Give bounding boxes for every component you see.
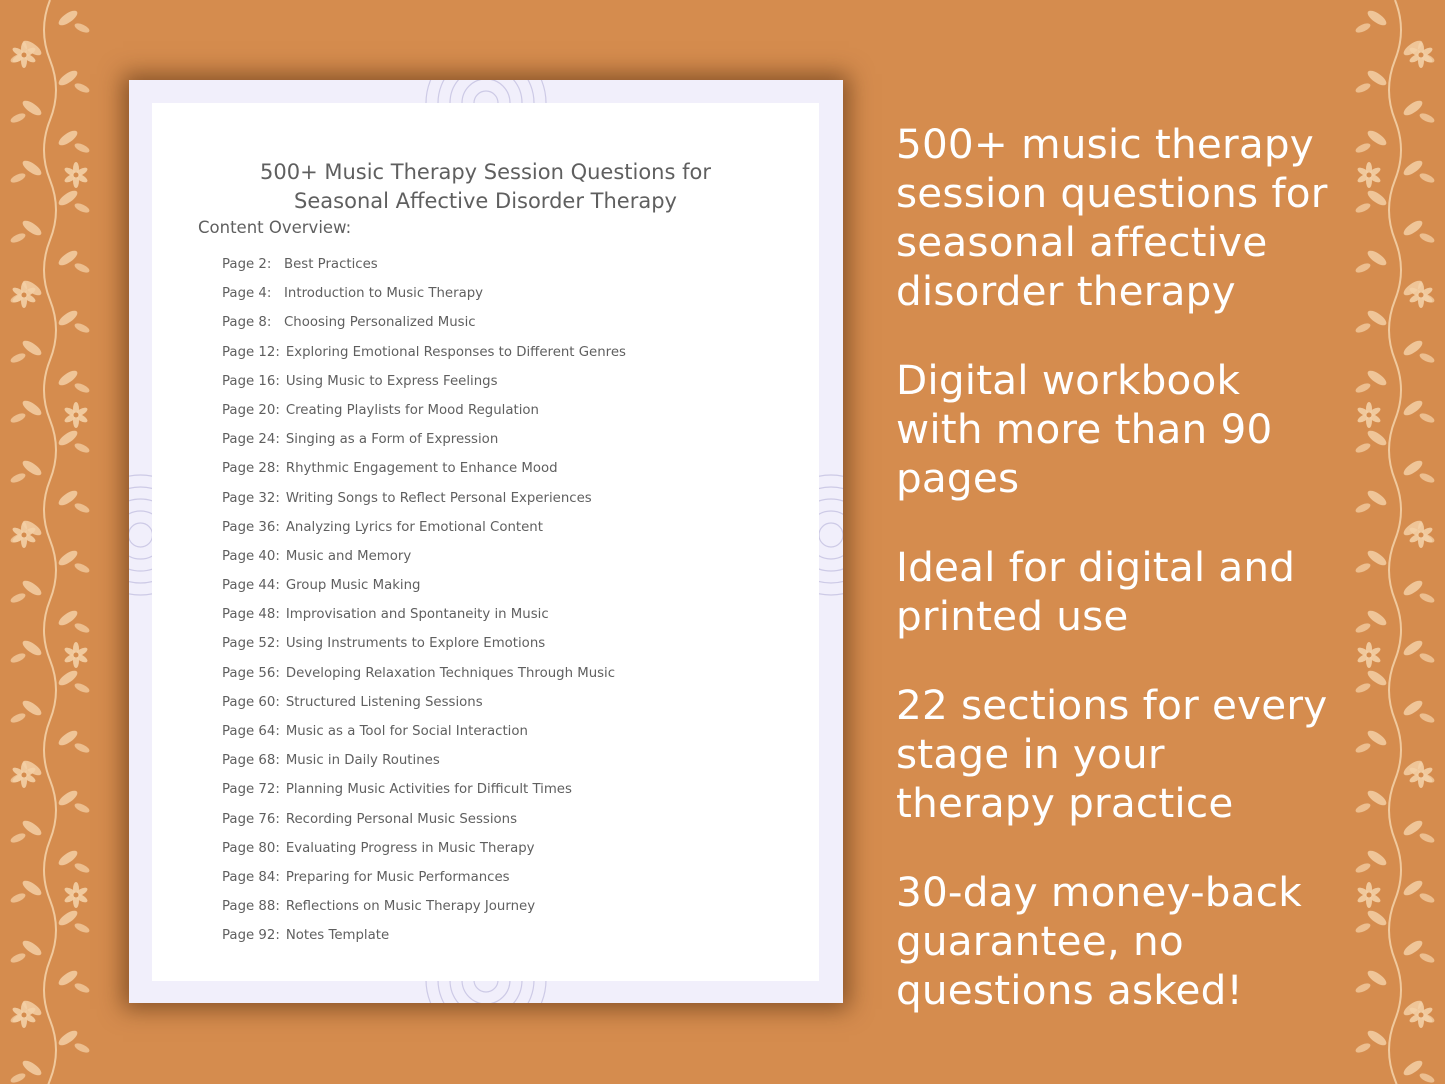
flower-icon xyxy=(63,882,89,908)
leaf-icon xyxy=(1418,171,1435,184)
toc-item xyxy=(222,808,626,837)
leaf-icon xyxy=(1354,561,1371,574)
flower-icon xyxy=(63,642,89,668)
toc-section-title: Group Music Making xyxy=(285,578,421,594)
toc-page-number: Page 44: xyxy=(222,578,280,594)
toc-item xyxy=(222,428,626,457)
content-sheet xyxy=(152,103,819,981)
toc-page-number: Page 2: xyxy=(222,257,272,272)
toc-page-number: Page 68: xyxy=(222,753,280,769)
leaf-icon xyxy=(1354,201,1371,214)
toc-page-number: Page 56: xyxy=(222,665,280,681)
mandala-ring xyxy=(129,475,152,595)
feature-text: 22 sections for every stage in your therapy practice xyxy=(896,681,1328,827)
leaf-icon xyxy=(1354,141,1371,154)
mandala-ring xyxy=(129,523,152,547)
table-of-contents xyxy=(222,253,626,954)
leaf-icon xyxy=(73,201,90,214)
toc-section-title: Reflections on Music Therapy Journey xyxy=(285,899,536,915)
leaf-icon xyxy=(1418,1071,1435,1084)
toc-item xyxy=(222,545,626,574)
leaf-icon xyxy=(73,261,90,274)
leaf-icon xyxy=(9,411,26,424)
mandala-ring xyxy=(819,523,843,547)
leaf-icon xyxy=(9,471,26,484)
toc-page-number: Page 12: xyxy=(222,344,280,360)
leaf-icon xyxy=(9,951,26,964)
leaf-icon xyxy=(1354,681,1371,694)
mandala-ring xyxy=(129,499,152,571)
document-title-line-1: 500+ Music Therapy Session Questions for xyxy=(260,160,711,184)
toc-section-title: Analyzing Lyrics for Emotional Content xyxy=(285,519,543,535)
toc-page-number: Page 72: xyxy=(222,782,280,798)
toc-section-title: Creating Playlists for Mood Regulation xyxy=(285,402,539,418)
leaf-icon xyxy=(73,441,90,454)
toc-section-title: Best Practices xyxy=(284,257,378,272)
toc-page-number: Page 52: xyxy=(222,636,280,652)
toc-section-title: Recording Personal Music Sessions xyxy=(285,811,518,827)
toc-item xyxy=(222,516,626,545)
leaf-icon xyxy=(9,231,26,244)
toc-item xyxy=(222,749,626,778)
leaf-icon xyxy=(73,861,90,874)
toc-section-title: Improvisation and Spontaneity in Music xyxy=(285,607,549,623)
toc-item xyxy=(222,399,626,428)
toc-page-number: Page 92: xyxy=(222,928,280,944)
leaf-icon xyxy=(1354,261,1371,274)
leaf-icon xyxy=(73,681,90,694)
leaf-icon xyxy=(1354,321,1371,334)
toc-item xyxy=(222,457,626,486)
feature-text: 500+ music therapy session questions for seasonal affective disorder therapy xyxy=(896,120,1328,315)
toc-section-title: Music and Memory xyxy=(285,548,412,564)
toc-section-title: Music in Daily Routines xyxy=(285,753,440,769)
flower-icon xyxy=(1356,642,1382,668)
toc-item xyxy=(222,720,626,749)
leaf-icon xyxy=(1354,1041,1371,1054)
mandala-top-ornament xyxy=(376,80,596,103)
leaf-icon xyxy=(9,591,26,604)
leaf-icon xyxy=(1354,861,1371,874)
toc-page-number: Page 20: xyxy=(222,402,280,418)
toc-item xyxy=(222,282,626,311)
leaf-icon xyxy=(73,801,90,814)
leaf-icon xyxy=(1418,111,1435,124)
toc-section-title: Preparing for Music Performances xyxy=(285,869,510,885)
vine-stem xyxy=(44,0,56,1084)
toc-item xyxy=(222,603,626,632)
feature-text: Digital workbook with more than 90 pages xyxy=(896,356,1273,502)
leaf-icon xyxy=(73,141,90,154)
mandala-ring xyxy=(474,980,498,992)
mandala-left-ornament xyxy=(129,450,152,620)
flower-icon xyxy=(1356,162,1382,188)
leaf-icon xyxy=(73,21,90,34)
vine-stem xyxy=(1389,0,1401,1084)
toc-page-number: Page 16: xyxy=(222,373,280,389)
toc-item xyxy=(222,924,626,953)
toc-section-title: Planning Music Activities for Difficult Times xyxy=(285,782,572,798)
toc-item xyxy=(222,866,626,895)
leaf-icon xyxy=(1418,231,1435,244)
toc-section-title: Singing as a Form of Expression xyxy=(285,432,499,448)
leaf-icon xyxy=(9,171,26,184)
leaf-icon xyxy=(73,741,90,754)
toc-page-number: Page 88: xyxy=(222,899,280,915)
toc-page-number: Page 8: xyxy=(222,315,272,331)
toc-page-number: Page 32: xyxy=(222,490,280,506)
toc-item xyxy=(222,487,626,516)
leaf-icon xyxy=(9,711,26,724)
leaf-icon xyxy=(1418,711,1435,724)
toc-page-number: Page 28: xyxy=(222,461,280,477)
mandala-ring xyxy=(474,91,498,103)
document-title xyxy=(152,158,819,216)
leaf-icon xyxy=(9,1071,26,1084)
toc-item xyxy=(222,574,626,603)
toc-item xyxy=(222,895,626,924)
floral-vine-left xyxy=(0,0,100,1084)
toc-section-title: Music as a Tool for Social Interaction xyxy=(285,724,528,739)
toc-section-title: Exploring Emotional Responses to Different Genres xyxy=(285,344,626,360)
leaf-icon xyxy=(1418,651,1435,664)
toc-page-number: Page 36: xyxy=(222,519,280,535)
toc-section-title: Introduction to Music Therapy xyxy=(284,286,484,302)
leaf-icon xyxy=(1354,441,1371,454)
leaf-icon xyxy=(73,501,90,514)
leaf-icon xyxy=(1418,471,1435,484)
leaf-icon xyxy=(73,921,90,934)
flower-icon xyxy=(1356,882,1382,908)
leaf-icon xyxy=(1354,801,1371,814)
toc-section-title: Structured Listening Sessions xyxy=(285,694,483,710)
leaf-icon xyxy=(1418,351,1435,364)
mandala-bottom-ornament xyxy=(376,980,596,1003)
mandala-right-ornament xyxy=(819,450,843,620)
leaf-icon xyxy=(73,981,90,994)
leaf-icon xyxy=(1418,831,1435,844)
toc-section-title: Using Music to Express Feelings xyxy=(285,373,498,389)
mandala-ring xyxy=(129,487,152,583)
toc-item xyxy=(222,341,626,370)
leaf-icon xyxy=(1418,411,1435,424)
document-title-line-2: Seasonal Affective Disorder Therapy xyxy=(294,189,677,213)
leaf-icon xyxy=(73,321,90,334)
toc-page-number: Page 24: xyxy=(222,432,280,448)
toc-section-title: Writing Songs to Reflect Personal Experiences xyxy=(285,490,592,506)
workbook-preview-page xyxy=(129,80,843,1003)
toc-section-title: Developing Relaxation Techniques Through Music xyxy=(285,665,616,681)
leaf-icon xyxy=(9,831,26,844)
leaf-icon xyxy=(1354,381,1371,394)
toc-item xyxy=(222,837,626,866)
leaf-icon xyxy=(1354,981,1371,994)
content-overview-heading: Content Overview: xyxy=(198,218,352,237)
toc-item xyxy=(222,311,626,340)
toc-section-title: Choosing Personalized Music xyxy=(284,315,476,331)
leaf-icon xyxy=(1354,501,1371,514)
leaf-icon xyxy=(1354,741,1371,754)
flower-icon xyxy=(1356,402,1382,428)
feature-list xyxy=(896,120,1336,1015)
toc-section-title: Notes Template xyxy=(285,928,390,944)
mandala-ring xyxy=(129,511,152,559)
leaf-icon xyxy=(1418,891,1435,904)
toc-page-number: Page 84: xyxy=(222,869,280,885)
floral-vine-right xyxy=(1345,0,1445,1084)
mandala-ring xyxy=(819,475,843,595)
leaf-icon xyxy=(1354,921,1371,934)
toc-item xyxy=(222,662,626,691)
mandala-ring xyxy=(819,487,843,583)
leaf-icon xyxy=(1354,81,1371,94)
toc-item xyxy=(222,370,626,399)
leaf-icon xyxy=(73,561,90,574)
toc-page-number: Page 40: xyxy=(222,548,280,564)
leaf-icon xyxy=(1418,951,1435,964)
leaf-icon xyxy=(9,351,26,364)
leaf-icon xyxy=(73,621,90,634)
mandala-ring xyxy=(819,499,843,571)
toc-section-title: Rhythmic Engagement to Enhance Mood xyxy=(285,461,558,477)
toc-section-title: Using Instruments to Explore Emotions xyxy=(285,636,546,652)
toc-page-number: Page 48: xyxy=(222,607,280,623)
toc-section-title: Evaluating Progress in Music Therapy xyxy=(285,840,535,856)
leaf-icon xyxy=(73,1041,90,1054)
toc-page-number: Page 64: xyxy=(222,724,280,739)
flower-icon xyxy=(63,162,89,188)
toc-page-number: Page 4: xyxy=(222,286,272,302)
toc-page-number: Page 76: xyxy=(222,811,280,827)
toc-item xyxy=(222,632,626,661)
leaf-icon xyxy=(9,891,26,904)
toc-page-number: Page 60: xyxy=(222,694,280,710)
leaf-icon xyxy=(9,651,26,664)
toc-item xyxy=(222,691,626,720)
leaf-icon xyxy=(9,111,26,124)
toc-item xyxy=(222,778,626,807)
feature-text: Ideal for digital and printed use xyxy=(896,543,1296,640)
toc-item xyxy=(222,253,626,282)
leaf-icon xyxy=(1354,21,1371,34)
leaf-icon xyxy=(1354,621,1371,634)
mandala-ring xyxy=(819,511,843,559)
leaf-icon xyxy=(73,81,90,94)
leaf-icon xyxy=(73,381,90,394)
leaf-icon xyxy=(1418,591,1435,604)
feature-text: 30-day money-back guarantee, no questions asked! xyxy=(896,868,1302,1014)
toc-page-number: Page 80: xyxy=(222,840,280,856)
flower-icon xyxy=(63,402,89,428)
